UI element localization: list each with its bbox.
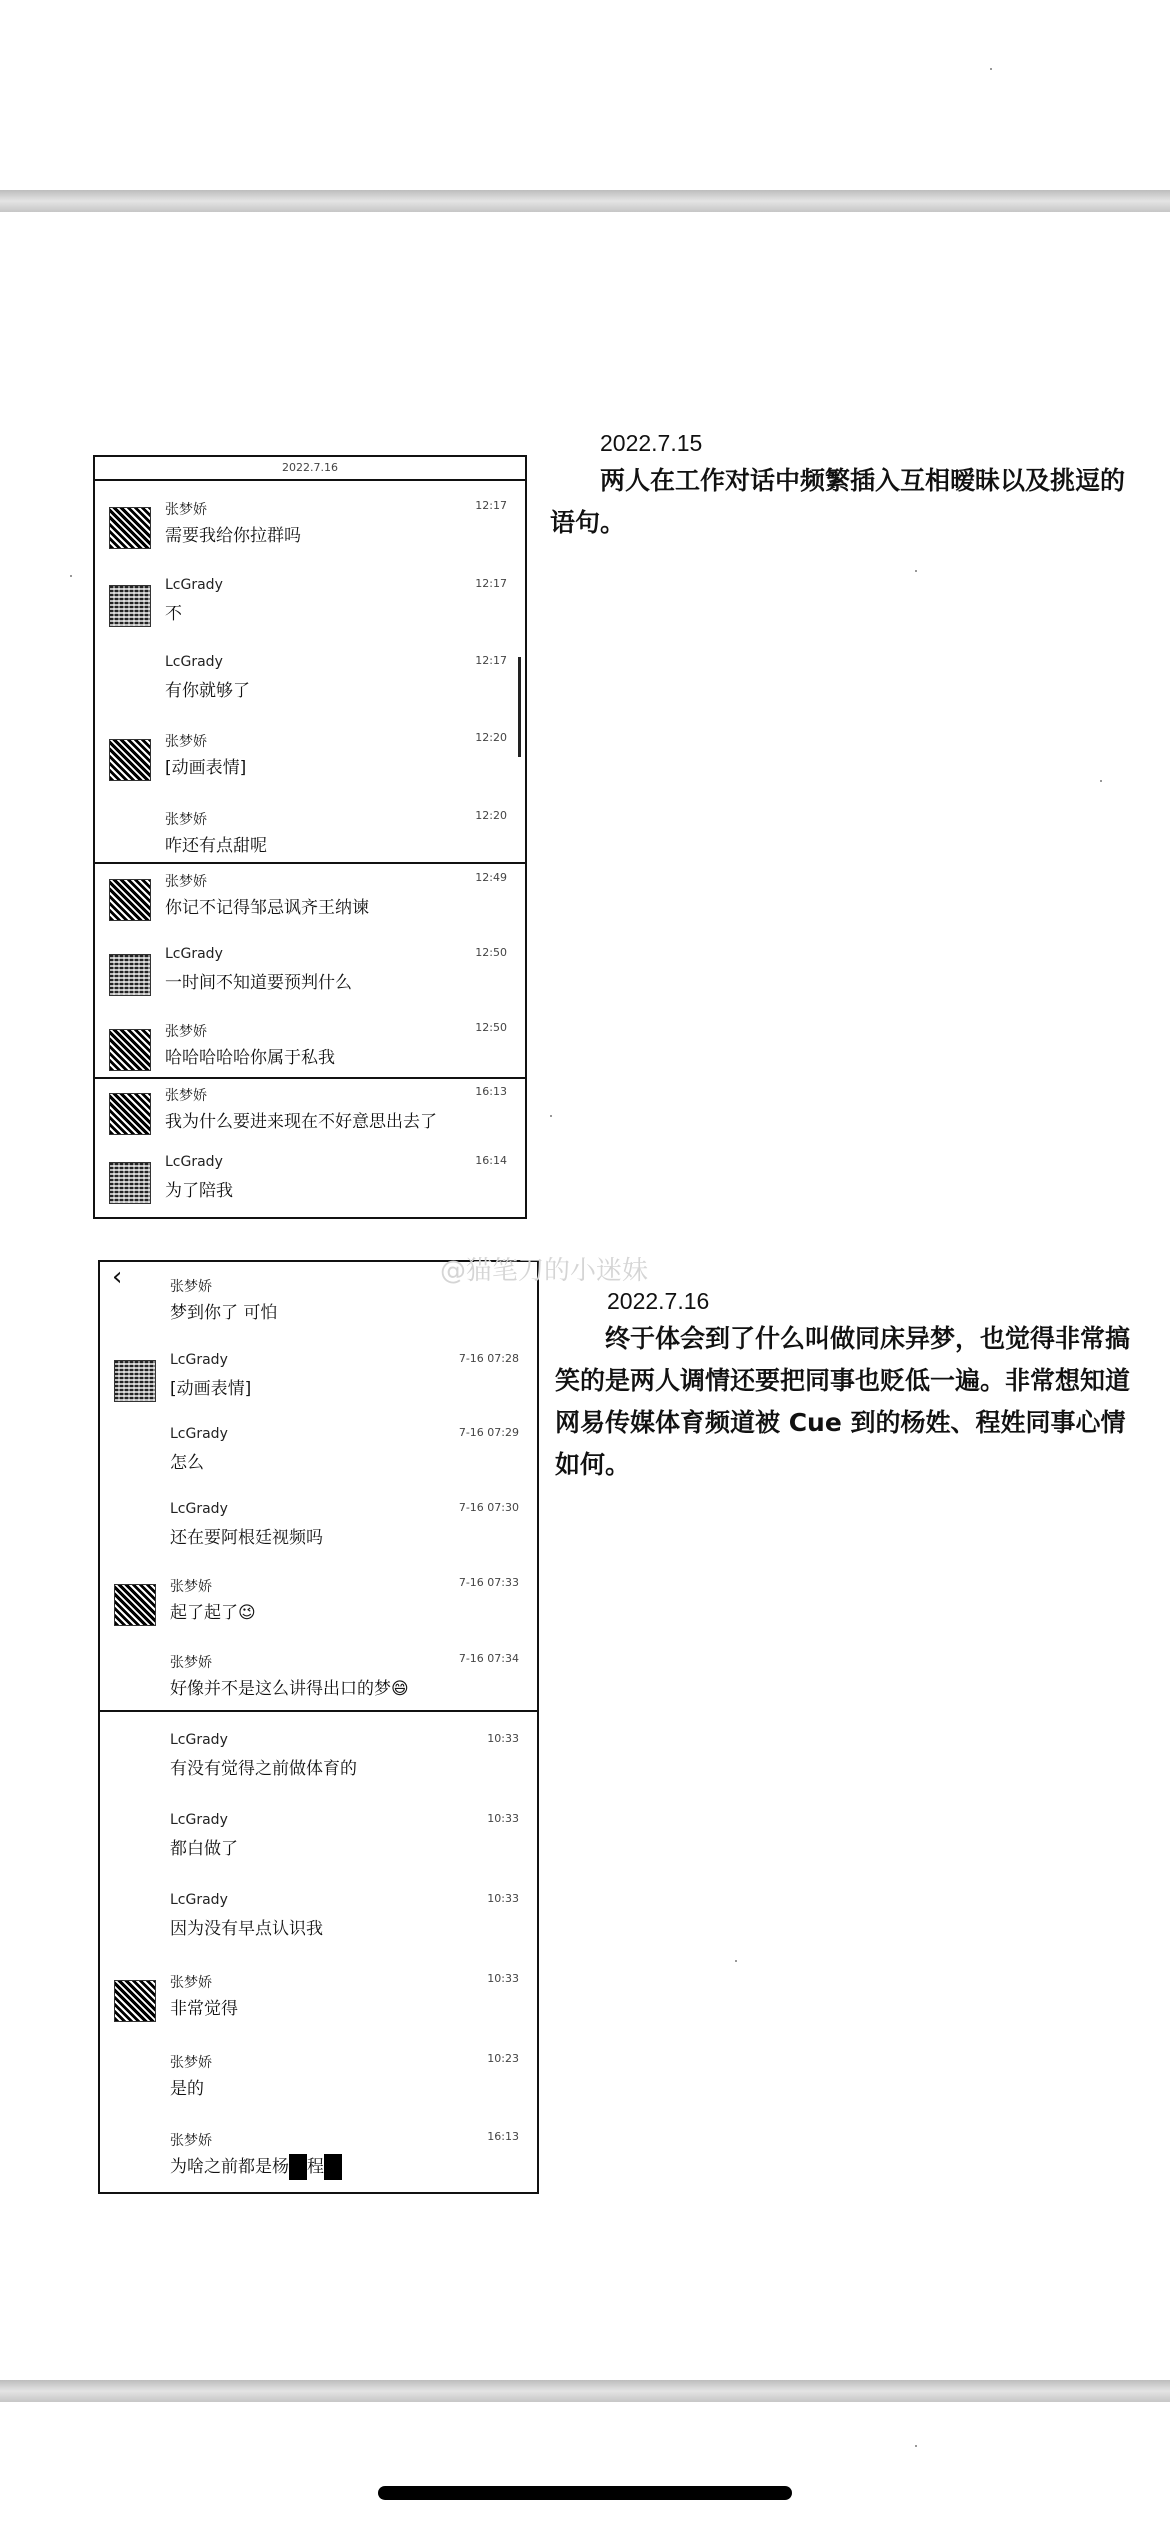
message-time: 12:17 <box>475 654 507 667</box>
entry-date: 2022.7.15 <box>600 430 703 456</box>
message-text: 起了起了😉 <box>170 1603 256 1623</box>
message-text: 不 <box>165 604 182 624</box>
avatar <box>114 1980 156 2022</box>
sender-name: 张梦娇 <box>165 874 207 890</box>
avatar <box>109 507 151 549</box>
chat-message <box>95 573 525 637</box>
page-separator-top <box>0 190 1170 212</box>
message-text: [动画表情] <box>165 758 247 778</box>
message-time: 16:14 <box>475 1154 507 1167</box>
avatar <box>109 1029 151 1071</box>
scan-speck <box>990 68 992 70</box>
sender-name: LcGrady <box>170 1892 228 1908</box>
chat-message <box>100 1728 537 1792</box>
message-time: 12:17 <box>475 499 507 512</box>
avatar <box>109 585 151 627</box>
message-text: 有你就够了 <box>165 681 250 701</box>
avatar <box>109 1162 151 1204</box>
chat-message <box>95 1150 525 1214</box>
chat-message <box>100 1572 537 1636</box>
sender-name: 张梦娇 <box>170 1279 212 1295</box>
message-text: 因为没有早点认识我 <box>170 1919 323 1939</box>
sender-name: 张梦娇 <box>170 1975 212 1991</box>
entry-date: 2022.7.16 <box>607 1288 710 1314</box>
chat-message <box>95 495 525 559</box>
sender-name: LcGrady <box>170 1732 228 1748</box>
message-time: 10:23 <box>487 2052 519 2065</box>
scan-speck <box>70 575 72 577</box>
message-time: 7-16 07:30 <box>458 1501 519 1514</box>
sender-name: 张梦娇 <box>170 2133 212 2149</box>
message-text: 有没有觉得之前做体育的 <box>170 1759 357 1779</box>
message-time: 7-16 07:34 <box>458 1652 519 1665</box>
sender-name: 张梦娇 <box>170 1579 212 1595</box>
chat-message <box>100 1888 537 1952</box>
chevron-left-icon[interactable]: ‹ <box>112 1262 123 1292</box>
avatar <box>114 1360 156 1402</box>
chat-screenshot-1 <box>93 455 527 1219</box>
screenshot-divider <box>100 1710 537 1712</box>
message-time: 10:33 <box>487 1812 519 1825</box>
sender-name: LcGrady <box>170 1426 228 1442</box>
chat-message <box>100 1348 537 1412</box>
home-indicator[interactable] <box>378 2486 792 2500</box>
message-text: 为了陪我 <box>165 1181 233 1201</box>
entry-description: 终于体会到了什么叫做同床异梦，也觉得非常搞笑的是两人调情还要把同事也贬低一遍。非常想知道网易传媒体育频道被 Cue 到的杨姓、程姓同事心情如何。 <box>555 1324 1131 1479</box>
message-text-part: 程 <box>307 2157 324 2177</box>
message-text: 怎么 <box>170 1453 204 1473</box>
chat-message <box>100 1648 537 1712</box>
message-text: 都白做了 <box>170 1839 238 1859</box>
message-text: 我为什么要进来现在不好意思出去了 <box>165 1112 437 1132</box>
scan-speck <box>735 1960 737 1962</box>
sender-name: LcGrady <box>165 577 223 593</box>
message-text: 咋还有点甜呢 <box>165 836 267 856</box>
message-time: 16:13 <box>475 1085 507 1098</box>
screenshot-divider <box>95 1077 525 1079</box>
message-time: 16:13 <box>487 2130 519 2143</box>
sender-name: 张梦娇 <box>165 1088 207 1104</box>
screenshot-divider <box>95 862 525 864</box>
message-text: 好像并不是这么讲得出口的梦😄 <box>170 1679 409 1699</box>
message-time: 12:20 <box>475 731 507 744</box>
sender-name: 张梦娇 <box>170 2055 212 2071</box>
avatar <box>109 954 151 996</box>
sender-name: LcGrady <box>170 1352 228 1368</box>
chat-message <box>100 1497 537 1561</box>
sender-name: 张梦娇 <box>165 734 207 750</box>
chat-message <box>100 1808 537 1872</box>
watermark: @猫笔刀的小迷妹 <box>440 1256 649 1286</box>
sender-name: LcGrady <box>165 1154 223 1170</box>
chat-message <box>95 1081 525 1145</box>
page-separator-bottom <box>0 2380 1170 2402</box>
chat-message <box>100 1968 537 2032</box>
message-text: 非常觉得 <box>170 1999 238 2019</box>
message-text: 需要我给你拉群吗 <box>165 526 301 546</box>
sender-name: 张梦娇 <box>165 1024 207 1040</box>
sender-name: LcGrady <box>165 946 223 962</box>
message-time: 7-16 07:33 <box>458 1576 519 1589</box>
sender-name: LcGrady <box>170 1812 228 1828</box>
scan-speck <box>1100 780 1102 782</box>
chat-message <box>100 2126 537 2190</box>
chat-message <box>100 1422 537 1486</box>
chat-message <box>95 942 525 1006</box>
message-text: 哈哈哈哈哈你属于私我 <box>165 1048 335 1068</box>
sender-name: 张梦娇 <box>170 1655 212 1671</box>
avatar <box>114 1584 156 1626</box>
message-text <box>170 2152 342 2180</box>
message-time: 7-16 07:29 <box>458 1426 519 1439</box>
avatar <box>109 879 151 921</box>
scan-speck <box>915 570 917 572</box>
avatar <box>109 1093 151 1135</box>
message-text-part: 为啥之前都是杨 <box>170 2157 289 2177</box>
chat-message <box>95 650 525 714</box>
chat-message <box>95 727 525 791</box>
message-time: 12:20 <box>475 809 507 822</box>
scan-speck <box>550 1115 552 1117</box>
message-text: 是的 <box>170 2079 204 2099</box>
chat-message <box>100 2048 537 2112</box>
chat-date-header: 2022.7.16 <box>95 457 525 481</box>
sender-name: 张梦娇 <box>165 812 207 828</box>
sender-name: 张梦娇 <box>165 502 207 518</box>
chat-screenshot-2 <box>98 1260 539 2194</box>
message-time: 10:33 <box>487 1892 519 1905</box>
message-text: 你记不记得邹忌讽齐王纳谏 <box>165 898 369 918</box>
entry-description: 两人在工作对话中频繁插入互相暧昧以及挑逗的语句。 <box>550 466 1126 537</box>
message-text: 梦到你了 可怕 <box>170 1303 278 1323</box>
chat-message <box>95 805 525 869</box>
message-text: 一时间不知道要预判什么 <box>165 973 352 993</box>
message-text: [动画表情] <box>170 1379 252 1399</box>
message-time: 10:33 <box>487 1732 519 1745</box>
chat-message <box>95 867 525 931</box>
message-time: 7-16 07:28 <box>458 1352 519 1365</box>
redaction-block <box>289 2154 307 2180</box>
message-text: 还在要阿根廷视频吗 <box>170 1528 323 1548</box>
scan-speck <box>915 2445 917 2447</box>
avatar <box>109 739 151 781</box>
message-time: 12:49 <box>475 871 507 884</box>
message-time: 12:17 <box>475 577 507 590</box>
message-time: 12:50 <box>475 946 507 959</box>
message-time: 10:33 <box>487 1972 519 1985</box>
message-time: 12:50 <box>475 1021 507 1034</box>
chat-message <box>95 1017 525 1081</box>
redaction-block <box>324 2154 342 2180</box>
sender-name: LcGrady <box>170 1501 228 1517</box>
sender-name: LcGrady <box>165 654 223 670</box>
